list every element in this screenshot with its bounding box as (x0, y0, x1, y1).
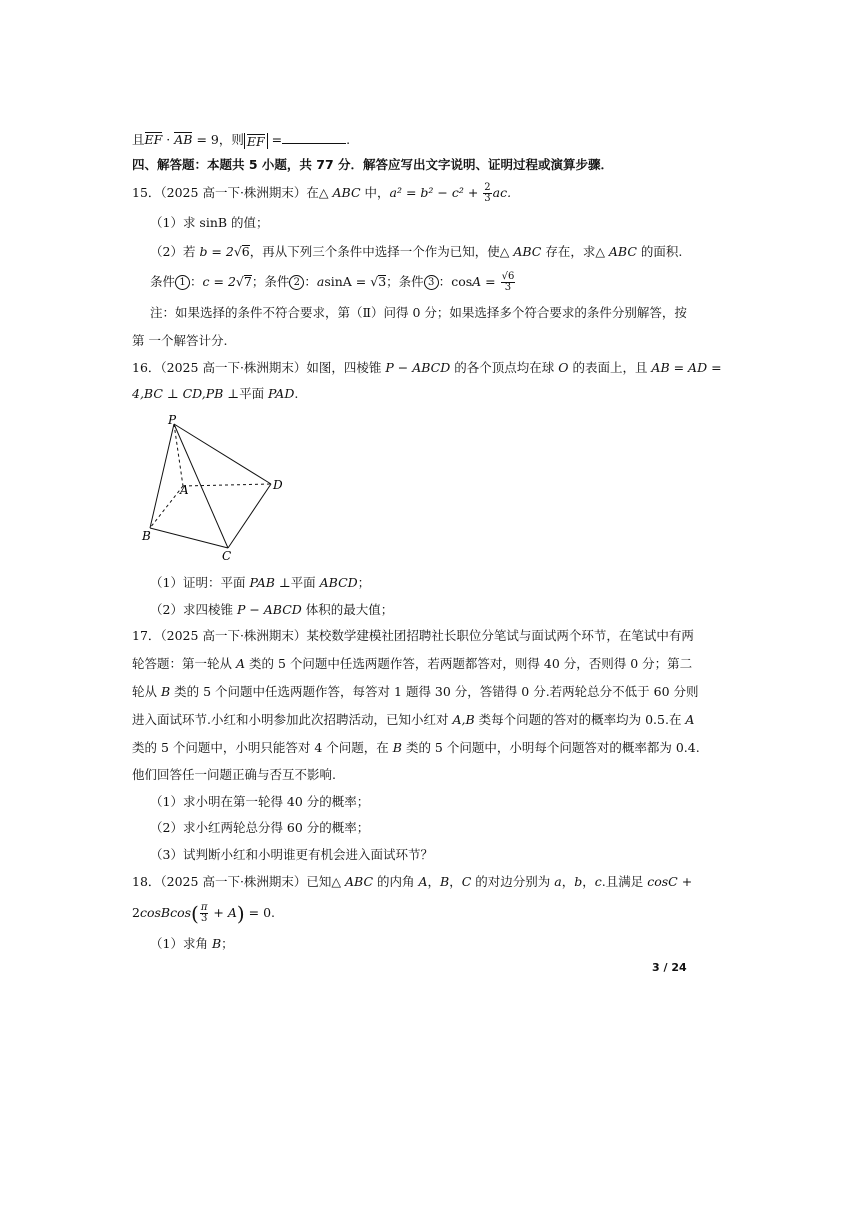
q17-part1: （1）求小明在第一轮得 40 分的概率； (150, 794, 370, 809)
q17-part3: （3）试判断小红和小明谁更有机会进入面试环节？ (150, 847, 433, 862)
edge-ad-hidden (183, 484, 271, 486)
right-paren: ) (236, 901, 245, 926)
math: C (461, 874, 472, 889)
math: B (160, 684, 171, 699)
q18-line1 (132, 873, 692, 891)
edge-bc (150, 528, 228, 548)
left-paren: ( (191, 901, 199, 926)
math: ABC (345, 874, 374, 889)
math: ABCD (319, 575, 358, 590)
text: 体积的最大值； (301, 602, 394, 617)
math: ABC (513, 244, 542, 259)
sqrt-radicand: 3 (378, 274, 387, 289)
vertex-label-b: B (142, 529, 151, 543)
text: = 0. (244, 905, 276, 920)
text: 类的 5 个问题中任选两题作答，每答对 1 题得 30 分，答错得 0 分.若两轮总分不低于 60 分则 (170, 684, 699, 699)
top-equation-line (132, 131, 350, 149)
math: c = 2 (202, 274, 236, 289)
math: O (558, 360, 569, 375)
math: B (211, 936, 222, 951)
edge-pb (150, 424, 174, 528)
vertex-label-c: C (222, 549, 232, 563)
q15-note-line1: 注：如果选择的条件不符合要求，第（Ⅱ）问得 0 分；如果选择多个符合要求的条件分别解答，按 (150, 305, 687, 320)
vector-ef: EF (246, 133, 265, 149)
vertex-label-d: D (273, 478, 283, 492)
math: PAB (249, 575, 275, 590)
math: ABC (608, 244, 637, 259)
text: ， (561, 874, 575, 889)
math: a² = b² − c² + (389, 185, 483, 200)
edge-cd (228, 484, 271, 548)
math: cosBcos (139, 905, 192, 920)
abs-value (244, 133, 268, 149)
math: a (316, 274, 325, 289)
math: P − ABCD (236, 602, 302, 617)
fraction (501, 272, 516, 293)
sqrt-radicand: 7 (243, 274, 252, 289)
text: ； (221, 936, 234, 951)
q17-line5 (132, 739, 700, 757)
condition-label: 条件 (150, 274, 176, 289)
denominator: 3 (504, 282, 512, 293)
math: P − ABCD (385, 360, 451, 375)
vertex-label-a: A (180, 483, 189, 497)
text: 的表面上，且 (568, 360, 652, 375)
circled-number: 2 (289, 275, 304, 290)
q16-part2 (150, 601, 393, 619)
text: .且满足 (601, 874, 648, 889)
text: （2）求四棱锥 (150, 602, 237, 617)
math: A,B (452, 712, 475, 727)
text: 2 (132, 905, 140, 920)
math: cosC + (647, 874, 693, 889)
sqrt-sign: √ (235, 274, 244, 289)
text: = 9，则 (192, 132, 244, 147)
vertex-label-p: P (168, 413, 177, 427)
text: 的各个顶点均在球 (450, 360, 559, 375)
pyramid-figure (138, 412, 298, 564)
text: （1）求角 (150, 936, 212, 951)
q17-line2 (132, 655, 692, 673)
q15-part2 (150, 243, 682, 261)
text: ⊥平面 (274, 575, 320, 590)
text: 的对边分别为 (471, 874, 555, 889)
math: A (235, 656, 246, 671)
q17-part2: （2）求小红两轮总分得 60 分的概率； (150, 820, 370, 835)
q17-line4 (132, 711, 694, 729)
q17-line3 (132, 683, 699, 701)
text: 轮答题：第一轮从 (132, 656, 236, 671)
math: AB = AD = (651, 360, 722, 375)
circled-number: 3 (424, 275, 439, 290)
text: cos (451, 274, 473, 289)
q16-stem-line2 (132, 385, 298, 403)
section-heading: 四、解答题：本题共 5 小题，共 77 分．解答应写出文字说明、证明过程或演算步骤． (132, 157, 614, 172)
q18-line2 (132, 903, 275, 924)
text: （2）若 (150, 244, 200, 259)
text: 平面 (239, 386, 269, 401)
text: ： (304, 274, 317, 289)
math: a (554, 874, 562, 889)
text: . (346, 132, 351, 147)
denominator: 3 (200, 913, 208, 924)
text: ： (438, 274, 452, 289)
text: ；条件 (386, 274, 424, 289)
q15-stem (132, 183, 511, 204)
text: 存在，求△ (541, 244, 609, 259)
text: （1）证明：平面 (150, 575, 250, 590)
math: + A (209, 905, 237, 920)
text: ； (357, 575, 371, 590)
text: 类的 5 个问题中任选两题作答，若两题都答对，则得 40 分，否则得 0 分；第二 (245, 656, 693, 671)
text: ， (449, 874, 462, 889)
q15-note-line2: 第 一个解答计分. (132, 333, 228, 348)
fraction (200, 903, 209, 924)
q17-line6: 他们回答任一问题正确与否互不影响. (132, 767, 336, 782)
text: ；条件 (251, 274, 290, 289)
fraction (483, 183, 491, 204)
q17-line1: 17．（2025 高一下·株洲期末）某校数学建模社团招聘社长职位分笔试与面试两个环节，在笔试中有两 (132, 628, 694, 643)
text: ， (582, 874, 595, 889)
math: ABC (332, 185, 361, 200)
sqrt-radicand: 6 (241, 244, 250, 259)
math: c (594, 874, 602, 889)
vector-ef: EF (144, 132, 163, 147)
text: 且 (132, 132, 145, 147)
sqrt-sign: √ (370, 274, 379, 289)
text: 的面积. (636, 244, 683, 259)
text: 18．（2025 高一下·株洲期末）已知△ (132, 874, 346, 889)
circled-number: 1 (175, 275, 190, 290)
text: ， (427, 874, 441, 889)
sqrt-sign: √ (233, 244, 242, 259)
text: sinA = (324, 274, 371, 289)
numerator: 2 (484, 182, 491, 193)
text: ： (190, 274, 203, 289)
text: ，再从下列三个条件中选择一个作为已知，使△ (249, 244, 514, 259)
q16-part1 (150, 574, 370, 592)
denominator: 3 (484, 193, 491, 204)
page-number: 3 / 24 (652, 961, 687, 974)
text: 16．（2025 高一下·株洲期末）如图，四棱锥 (132, 360, 386, 375)
math: PAD (268, 386, 295, 401)
dot-operator: · (162, 132, 175, 147)
numerator: √6 (501, 271, 515, 282)
text: 的内角 (373, 874, 419, 889)
text: 类的 5 个问题中，小明每个问题答对的概率都为 0.4. (401, 740, 700, 755)
math: B (392, 740, 402, 755)
math: A (418, 874, 428, 889)
text: 进入面试环节.小红和小明参加此次招聘活动，已知小红对 (132, 712, 453, 727)
text: 轮从 (132, 684, 161, 699)
text: 中， (360, 185, 390, 200)
q15-part1: （1）求 sinB 的值； (150, 215, 269, 230)
math: A = (472, 274, 500, 289)
vector-ab: AB (174, 132, 193, 147)
math: 4,BC ⊥ CD,PB ⊥ (132, 386, 240, 401)
math: b = 2 (199, 244, 234, 259)
text: 15．（2025 高一下·株洲期末）在△ (132, 185, 333, 200)
math: A (685, 712, 695, 727)
text: = (267, 132, 283, 147)
text: 类每个问题的答对的概率均为 0.5.在 (474, 712, 686, 727)
math: b (574, 874, 583, 889)
q16-stem-line1 (132, 359, 722, 377)
text: 类的 5 个问题中，小明只能答对 4 个问题，在 (132, 740, 393, 755)
q15-conditions (150, 272, 516, 293)
math: B (440, 874, 450, 889)
q18-part1 (150, 935, 234, 953)
math: ac. (492, 185, 512, 200)
numerator: π (200, 902, 208, 913)
answer-blank (282, 131, 346, 144)
text: . (294, 386, 299, 401)
edge-pd (174, 424, 271, 484)
